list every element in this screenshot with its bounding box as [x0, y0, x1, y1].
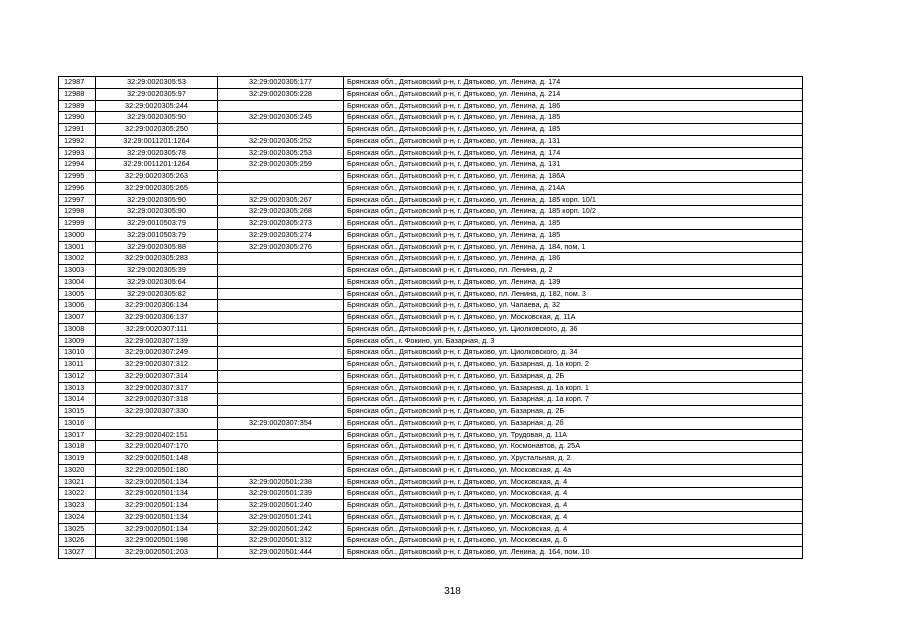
table-row [59, 535, 803, 547]
table-row [59, 276, 803, 288]
address-cell: Брянская обл., Дятьковский р-н, г. Дятьково, ул. Ленина, д. 174 [344, 147, 803, 159]
object-cadastral-number-cell [218, 312, 344, 324]
table-row [59, 218, 803, 230]
object-cadastral-number-cell [218, 300, 344, 312]
table-row [59, 464, 803, 476]
cadastral-number-cell: 32:29:0020307:314 [96, 370, 218, 382]
object-cadastral-number-cell [218, 323, 344, 335]
table-row [59, 112, 803, 124]
cadastral-number-cell: 32:29:0020305:97 [96, 88, 218, 100]
table-row [59, 194, 803, 206]
row-number-cell: 12988 [59, 88, 96, 100]
address-cell: Брянская обл., Дятьковский р-н, г. Дятьково, ул. Ленина, д. 185 [344, 218, 803, 230]
object-cadastral-number-cell [218, 441, 344, 453]
table-row [59, 147, 803, 159]
address-cell: Брянская обл., г. Фокино, ул. Базарная, д. 3 [344, 335, 803, 347]
object-cadastral-number-cell [218, 265, 344, 277]
address-cell: Брянская обл., Дятьковский р-н, г. Дятьково, ул. Ленина, д. 185 корп. 10/1 [344, 194, 803, 206]
table-row [59, 488, 803, 500]
object-cadastral-number-cell: 32:29:0020305:268 [218, 206, 344, 218]
address-cell: Брянская обл., Дятьковский р-н, г. Дятьково, ул. Ленина, д. 184, пом. 1 [344, 241, 803, 253]
address-cell: Брянская обл., Дятьковский р-н, г. Дятьково, ул. Хрустальная, д. 2 [344, 453, 803, 465]
cadastral-number-cell: 32:29:0020407:170 [96, 441, 218, 453]
row-number-cell: 12995 [59, 171, 96, 183]
address-cell: Брянская обл., Дятьковский р-н, г. Дятьково, ул. Базарная, д. 1а корп. 2 [344, 359, 803, 371]
cadastral-number-cell: 32:29:0020307:111 [96, 323, 218, 335]
row-number-cell: 13009 [59, 335, 96, 347]
address-cell: Брянская обл., Дятьковский р-н, г. Дятьково, пл. Ленина, д. 2 [344, 265, 803, 277]
row-number-cell: 12999 [59, 218, 96, 230]
row-number-cell: 12987 [59, 77, 96, 89]
row-number-cell: 12993 [59, 147, 96, 159]
cadastral-number-cell: 32:29:0020305:90 [96, 112, 218, 124]
row-number-cell: 13016 [59, 417, 96, 429]
row-number-cell: 12992 [59, 135, 96, 147]
object-cadastral-number-cell: 32:29:0020501:444 [218, 547, 344, 559]
table-row [59, 300, 803, 312]
row-number-cell: 13026 [59, 535, 96, 547]
row-number-cell: 13027 [59, 547, 96, 559]
address-cell: Брянская обл., Дятьковский р-н, г. Дятьково, ул. Ленина, д. 214А [344, 182, 803, 194]
address-cell: Брянская обл., Дятьковский р-н, г. Дятьково, ул. Ленина, д. 185 [344, 124, 803, 136]
row-number-cell: 13021 [59, 476, 96, 488]
address-cell: Брянская обл., Дятьковский р-н, г. Дятьково, ул. Московская, д. 4 [344, 476, 803, 488]
cadastral-number-cell: 32:29:0020305:263 [96, 171, 218, 183]
row-number-cell: 12998 [59, 206, 96, 218]
row-number-cell: 13008 [59, 323, 96, 335]
row-number-cell: 13010 [59, 347, 96, 359]
row-number-cell: 13011 [59, 359, 96, 371]
table-row [59, 159, 803, 171]
object-cadastral-number-cell: 32:29:0020305:252 [218, 135, 344, 147]
cadastral-number-cell: 32:29:0020305:244 [96, 100, 218, 112]
cadastral-number-cell: 32:29:0020306:137 [96, 312, 218, 324]
cadastral-number-cell: 32:29:0020501:134 [96, 476, 218, 488]
address-cell: Брянская обл., Дятьковский р-н, г. Дятьково, ул. Ленина, д. 186 [344, 253, 803, 265]
row-number-cell: 13002 [59, 253, 96, 265]
row-number-cell: 12996 [59, 182, 96, 194]
table-row [59, 253, 803, 265]
row-number-cell: 13015 [59, 406, 96, 418]
table-row [59, 124, 803, 136]
object-cadastral-number-cell [218, 382, 344, 394]
cadastral-number-cell: 32:29:0020307:312 [96, 359, 218, 371]
table-row [59, 182, 803, 194]
row-number-cell: 13005 [59, 288, 96, 300]
address-cell: Брянская обл., Дятьковский р-н, г. Дятьково, ул. Ленина, д. 185 корп. 10/2 [344, 206, 803, 218]
row-number-cell: 13022 [59, 488, 96, 500]
row-number-cell: 13025 [59, 523, 96, 535]
row-number-cell: 13018 [59, 441, 96, 453]
object-cadastral-number-cell: 32:29:0020307:354 [218, 417, 344, 429]
object-cadastral-number-cell: 32:29:0020305:177 [218, 77, 344, 89]
address-cell: Брянская обл., Дятьковский р-н, г. Дятьково, ул. Ленина, д. 185 [344, 229, 803, 241]
object-cadastral-number-cell: 32:29:0020501:240 [218, 500, 344, 512]
table-row [59, 135, 803, 147]
address-cell: Брянская обл., Дятьковский р-н, г. Дятьково, ул. Базарная, д. 2Б [344, 370, 803, 382]
row-number-cell: 13012 [59, 370, 96, 382]
registry-table-body [59, 77, 803, 559]
object-cadastral-number-cell: 32:29:0020501:238 [218, 476, 344, 488]
address-cell: Брянская обл., Дятьковский р-н, г. Дятьково, ул. Ленина, д. 186 [344, 100, 803, 112]
cadastral-number-cell: 32:29:0020305:283 [96, 253, 218, 265]
object-cadastral-number-cell: 32:29:0020305:273 [218, 218, 344, 230]
cadastral-number-cell: 32:29:0020305:39 [96, 265, 218, 277]
table-row [59, 323, 803, 335]
table-row [59, 241, 803, 253]
row-number-cell: 12997 [59, 194, 96, 206]
table-row [59, 265, 803, 277]
object-cadastral-number-cell [218, 171, 344, 183]
cadastral-number-cell: 32:29:0020305:90 [96, 206, 218, 218]
table-row [59, 406, 803, 418]
cadastral-number-cell: 32:29:0010503:79 [96, 218, 218, 230]
table-row [59, 441, 803, 453]
table-row [59, 206, 803, 218]
object-cadastral-number-cell [218, 359, 344, 371]
cadastral-number-cell: 32:29:0020305:53 [96, 77, 218, 89]
row-number-cell: 13019 [59, 453, 96, 465]
table-row [59, 359, 803, 371]
table-row [59, 347, 803, 359]
address-cell: Брянская обл., Дятьковский р-н, г. Дятьково, ул. Базарная, д. 2Б [344, 406, 803, 418]
object-cadastral-number-cell [218, 182, 344, 194]
object-cadastral-number-cell: 32:29:0020305:267 [218, 194, 344, 206]
cadastral-number-cell: 32:29:0020307:317 [96, 382, 218, 394]
table-row [59, 171, 803, 183]
registry-table [58, 76, 803, 559]
address-cell: Брянская обл., Дятьковский р-н, г. Дятьково, ул. Чапаева, д. 32 [344, 300, 803, 312]
row-number-cell: 12989 [59, 100, 96, 112]
table-row [59, 88, 803, 100]
cadastral-number-cell: 32:29:0010503:79 [96, 229, 218, 241]
address-cell: Брянская обл., Дятьковский р-н, г. Дятьково, пл. Ленина, д. 182, пом. 3 [344, 288, 803, 300]
address-cell: Брянская обл., Дятьковский р-н, г. Дятьково, ул. Ленина, д. 164, пом. 10 [344, 547, 803, 559]
object-cadastral-number-cell: 32:29:0020305:228 [218, 88, 344, 100]
object-cadastral-number-cell: 32:29:0020305:253 [218, 147, 344, 159]
table-row [59, 417, 803, 429]
address-cell: Брянская обл., Дятьковский р-н, г. Дятьково, ул. Циолковского, д. 34 [344, 347, 803, 359]
cadastral-number-cell [96, 417, 218, 429]
object-cadastral-number-cell: 32:29:0020305:245 [218, 112, 344, 124]
address-cell: Брянская обл., Дятьковский р-н, г. Дятьково, ул. Московская, д. 6 [344, 535, 803, 547]
row-number-cell: 13006 [59, 300, 96, 312]
table-row [59, 229, 803, 241]
cadastral-number-cell: 32:29:0020307:318 [96, 394, 218, 406]
cadastral-number-cell: 32:29:0020501:148 [96, 453, 218, 465]
object-cadastral-number-cell [218, 288, 344, 300]
object-cadastral-number-cell: 32:29:0020501:239 [218, 488, 344, 500]
row-number-cell: 13007 [59, 312, 96, 324]
address-cell: Брянская обл., Дятьковский р-н, г. Дятьково, ул. Базарная, д. 2б [344, 417, 803, 429]
cadastral-number-cell: 32:29:0020307:249 [96, 347, 218, 359]
address-cell: Брянская обл., Дятьковский р-н, г. Дятьково, ул. Московская, д. 4 [344, 511, 803, 523]
row-number-cell: 13024 [59, 511, 96, 523]
table-row [59, 523, 803, 535]
object-cadastral-number-cell [218, 100, 344, 112]
cadastral-number-cell: 32:29:0020305:82 [96, 288, 218, 300]
cadastral-number-cell: 32:29:0020305:265 [96, 182, 218, 194]
table-row [59, 547, 803, 559]
cadastral-number-cell: 32:29:0020501:203 [96, 547, 218, 559]
cadastral-number-cell: 32:29:0020501:134 [96, 488, 218, 500]
table-row [59, 511, 803, 523]
table-row [59, 382, 803, 394]
object-cadastral-number-cell [218, 253, 344, 265]
object-cadastral-number-cell [218, 453, 344, 465]
row-number-cell: 13017 [59, 429, 96, 441]
cadastral-number-cell: 32:29:0020501:180 [96, 464, 218, 476]
cadastral-number-cell: 32:29:0020501:134 [96, 500, 218, 512]
cadastral-number-cell: 32:29:0020305:88 [96, 241, 218, 253]
address-cell: Брянская обл., Дятьковский р-н, г. Дятьково, ул. Ленина, д. 186А [344, 171, 803, 183]
cadastral-number-cell: 32:29:0020402:151 [96, 429, 218, 441]
row-number-cell: 12994 [59, 159, 96, 171]
object-cadastral-number-cell [218, 276, 344, 288]
table-row [59, 335, 803, 347]
table-row [59, 312, 803, 324]
table-row [59, 77, 803, 89]
address-cell: Брянская обл., Дятьковский р-н, г. Дятьково, ул. Трудовая, д. 11А [344, 429, 803, 441]
page-number: 318 [444, 586, 461, 597]
cadastral-number-cell: 32:29:0020501:134 [96, 523, 218, 535]
table-row [59, 476, 803, 488]
cadastral-number-cell: 32:29:0020501:198 [96, 535, 218, 547]
object-cadastral-number-cell [218, 124, 344, 136]
address-cell: Брянская обл., Дятьковский р-н, г. Дятьково, ул. Ленина, д. 131 [344, 159, 803, 171]
cadastral-number-cell: 32:29:0020305:78 [96, 147, 218, 159]
cadastral-number-cell: 32:29:0020501:134 [96, 511, 218, 523]
address-cell: Брянская обл., Дятьковский р-н, г. Дятьково, ул. Московская, д. 4 [344, 523, 803, 535]
table-row [59, 100, 803, 112]
address-cell: Брянская обл., Дятьковский р-н, г. Дятьково, ул. Базарная, д. 1а корп. 7 [344, 394, 803, 406]
cadastral-number-cell: 32:29:0020307:139 [96, 335, 218, 347]
object-cadastral-number-cell [218, 370, 344, 382]
cadastral-number-cell: 32:29:0020305:250 [96, 124, 218, 136]
row-number-cell: 13020 [59, 464, 96, 476]
row-number-cell: 12991 [59, 124, 96, 136]
address-cell: Брянская обл., Дятьковский р-н, г. Дятьково, ул. Ленина, д. 214 [344, 88, 803, 100]
cadastral-number-cell: 32:29:0020305:90 [96, 194, 218, 206]
table-row [59, 394, 803, 406]
table-row [59, 370, 803, 382]
address-cell: Брянская обл., Дятьковский р-н, г. Дятьково, ул. Базарная, д. 1а корп. 1 [344, 382, 803, 394]
table-row [59, 500, 803, 512]
cadastral-number-cell: 32:29:0020306:134 [96, 300, 218, 312]
row-number-cell: 13004 [59, 276, 96, 288]
object-cadastral-number-cell [218, 347, 344, 359]
address-cell: Брянская обл., Дятьковский р-н, г. Дятьково, ул. Московская, д. 4 [344, 488, 803, 500]
cadastral-number-cell: 32:29:0020307:330 [96, 406, 218, 418]
address-cell: Брянская обл., Дятьковский р-н, г. Дятьково, ул. Московская, д. 4а [344, 464, 803, 476]
address-cell: Брянская обл., Дятьковский р-н, г. Дятьково, ул. Ленина, д. 174 [344, 77, 803, 89]
object-cadastral-number-cell [218, 335, 344, 347]
object-cadastral-number-cell: 32:29:0020501:241 [218, 511, 344, 523]
cadastral-number-cell: 32:29:0020305:64 [96, 276, 218, 288]
row-number-cell: 13001 [59, 241, 96, 253]
row-number-cell: 13014 [59, 394, 96, 406]
cadastral-number-cell: 32:29:0011201:1264 [96, 159, 218, 171]
object-cadastral-number-cell: 32:29:0020305:259 [218, 159, 344, 171]
address-cell: Брянская обл., Дятьковский р-н, г. Дятьково, ул. Ленина, д. 131 [344, 135, 803, 147]
object-cadastral-number-cell: 32:29:0020501:242 [218, 523, 344, 535]
object-cadastral-number-cell: 32:29:0020305:274 [218, 229, 344, 241]
address-cell: Брянская обл., Дятьковский р-н, г. Дятьково, ул. Ленина, д. 139 [344, 276, 803, 288]
address-cell: Брянская обл., Дятьковский р-н, г. Дятьково, ул. Циолковского, д. 36 [344, 323, 803, 335]
object-cadastral-number-cell [218, 394, 344, 406]
address-cell: Брянская обл., Дятьковский р-н, г. Дятьково, ул. Космонавтов, д. 25А [344, 441, 803, 453]
object-cadastral-number-cell: 32:29:0020305:276 [218, 241, 344, 253]
address-cell: Брянская обл., Дятьковский р-н, г. Дятьково, ул. Московская, д. 11А [344, 312, 803, 324]
object-cadastral-number-cell [218, 429, 344, 441]
object-cadastral-number-cell: 32:29:0020501:312 [218, 535, 344, 547]
table-row [59, 288, 803, 300]
table-row [59, 453, 803, 465]
row-number-cell: 13003 [59, 265, 96, 277]
object-cadastral-number-cell [218, 406, 344, 418]
row-number-cell: 13000 [59, 229, 96, 241]
cadastral-number-cell: 32:29:0011201:1264 [96, 135, 218, 147]
table-row [59, 429, 803, 441]
row-number-cell: 12990 [59, 112, 96, 124]
row-number-cell: 13023 [59, 500, 96, 512]
object-cadastral-number-cell [218, 464, 344, 476]
address-cell: Брянская обл., Дятьковский р-н, г. Дятьково, ул. Московская, д. 4 [344, 500, 803, 512]
row-number-cell: 13013 [59, 382, 96, 394]
address-cell: Брянская обл., Дятьковский р-н, г. Дятьково, ул. Ленина, д. 185 [344, 112, 803, 124]
